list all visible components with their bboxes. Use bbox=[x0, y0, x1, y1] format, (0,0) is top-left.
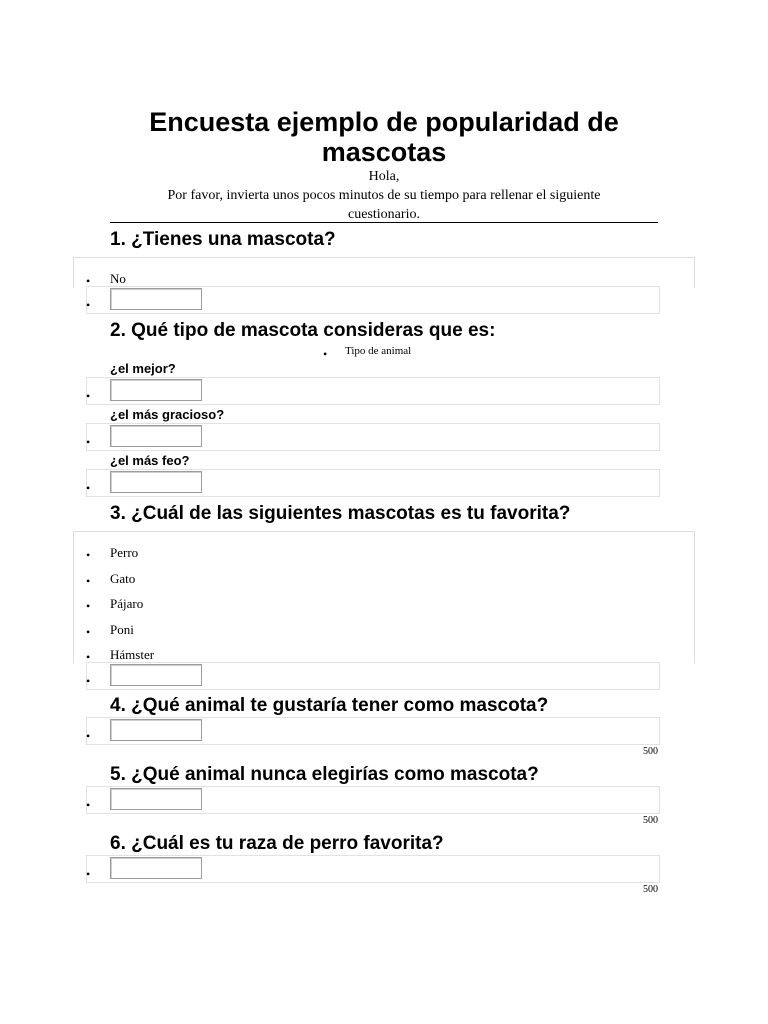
q1-other-input[interactable] bbox=[110, 288, 202, 310]
q2-ugliest-input[interactable] bbox=[110, 471, 202, 493]
question-6-title: 6. ¿Cuál es tu raza de perro favorita? bbox=[110, 833, 444, 854]
question-4-title: 4. ¿Qué animal te gustaría tener como mascota? bbox=[110, 695, 549, 716]
question-1-title: 1. ¿Tienes una mascota? bbox=[110, 229, 336, 250]
bullet-icon: • bbox=[86, 867, 91, 881]
bullet-icon: • bbox=[86, 674, 91, 688]
q2-row-label-ugliest: ¿el más feo? bbox=[110, 453, 190, 468]
intro-line2: cuestionario. bbox=[348, 207, 420, 222]
bullet-icon: • bbox=[86, 481, 91, 495]
bullet-icon: • bbox=[86, 599, 91, 613]
bullet-icon: • bbox=[86, 435, 91, 449]
bullet-icon: • bbox=[86, 274, 91, 288]
survey-title-line1: Encuesta ejemplo de popularidad de bbox=[149, 107, 619, 137]
q3-other-input[interactable] bbox=[110, 664, 202, 686]
q6-answer-input[interactable] bbox=[110, 857, 202, 879]
q2-row-label-funniest: ¿el más gracioso? bbox=[110, 407, 225, 422]
q2-row-label-best: ¿el mejor? bbox=[110, 361, 176, 376]
q3-option-hamster[interactable]: Hámster bbox=[110, 647, 155, 662]
q5-char-limit: 500 bbox=[643, 815, 658, 826]
q3-option-poni[interactable]: Poni bbox=[110, 622, 134, 637]
question-2-title: 2. Qué tipo de mascota consideras que es: bbox=[110, 320, 496, 341]
question-3-options bbox=[73, 531, 695, 663]
bullet-icon: • bbox=[86, 574, 91, 588]
q3-option-perro[interactable]: Perro bbox=[110, 545, 139, 560]
greeting: Hola, bbox=[368, 169, 400, 184]
q2-column-label: Tipo de animal bbox=[345, 345, 412, 357]
intro-line1: Por favor, invierta unos pocos minutos de su tiempo para rellenar el siguiente bbox=[167, 188, 601, 203]
survey-title-line2: mascotas bbox=[321, 137, 447, 167]
q4-answer-input[interactable] bbox=[110, 719, 202, 741]
q5-answer-input[interactable] bbox=[110, 788, 202, 810]
question-1-options bbox=[73, 257, 695, 288]
bullet-icon: • bbox=[86, 798, 91, 812]
bullet-icon: • bbox=[86, 625, 91, 639]
bullet-icon: • bbox=[323, 347, 328, 361]
header-divider bbox=[110, 222, 658, 223]
q6-char-limit: 500 bbox=[643, 884, 658, 895]
question-5-title: 5. ¿Qué animal nunca elegirías como mascota? bbox=[110, 764, 539, 785]
q2-funniest-input[interactable] bbox=[110, 425, 202, 447]
q3-option-pajaro[interactable]: Pájaro bbox=[110, 596, 144, 611]
bullet-icon: • bbox=[86, 729, 91, 743]
bullet-icon: • bbox=[86, 298, 91, 312]
q2-best-input[interactable] bbox=[110, 379, 202, 401]
bullet-icon: • bbox=[86, 650, 91, 664]
question-3-title: 3. ¿Cuál de las siguientes mascotas es tu favorita? bbox=[110, 503, 571, 524]
q3-option-gato[interactable]: Gato bbox=[110, 571, 136, 586]
bullet-icon: • bbox=[86, 548, 91, 562]
bullet-icon: • bbox=[86, 389, 91, 403]
q1-option-no[interactable]: No bbox=[110, 271, 126, 286]
q4-char-limit: 500 bbox=[643, 746, 658, 757]
